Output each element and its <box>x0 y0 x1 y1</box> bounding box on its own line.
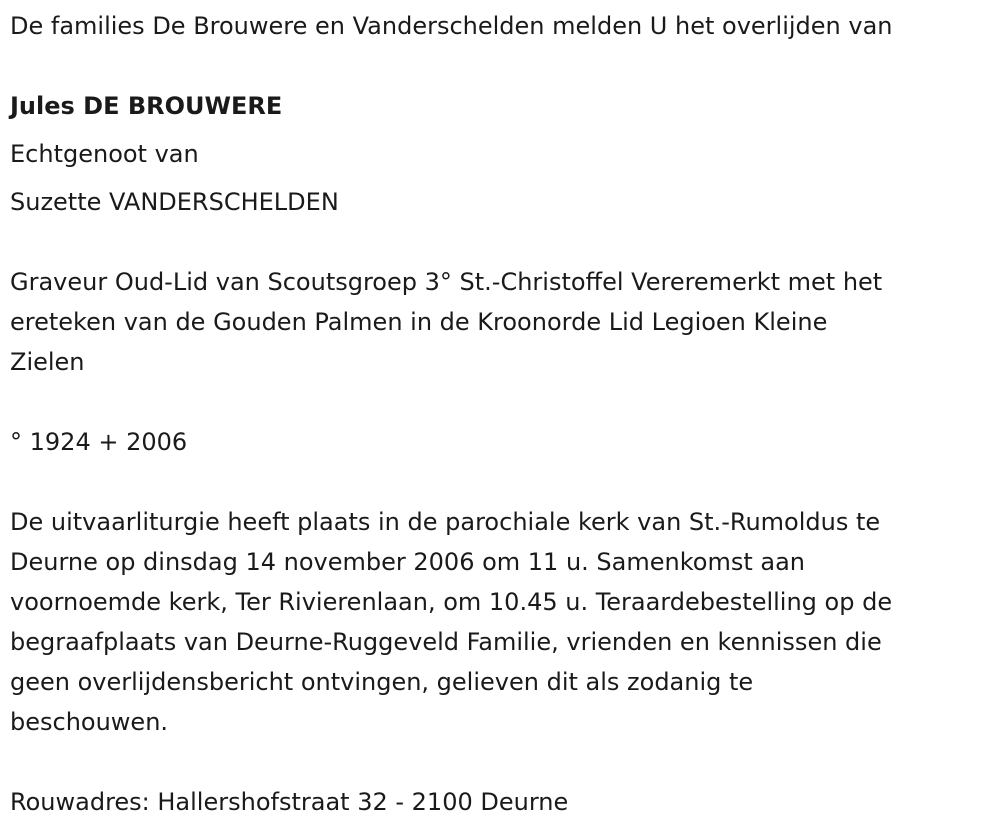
life-dates: ° 1924 + 2006 <box>10 428 188 456</box>
description-line: ereteken van de Gouden Palmen in de Kroonorde Lid Legioen Kleine <box>10 308 828 336</box>
funeral-line: De uitvaarliturgie heeft plaats in de parochiale kerk van St.-Rumoldus te <box>10 508 881 536</box>
deceased-name: Jules DE BROUWERE <box>10 92 283 120</box>
intro-text: De families De Brouwere en Vanderschelden melden U het overlijden van <box>10 12 893 40</box>
funeral-line: beschouwen. <box>10 708 169 736</box>
mourning-address: Rouwadres: Hallershofstraat 32 - 2100 Deurne <box>10 788 569 816</box>
description-line: Zielen <box>10 348 85 376</box>
funeral-line: Deurne op dinsdag 14 november 2006 om 11 u. Samenkomst aan <box>10 548 805 576</box>
funeral-line: voornoemde kerk, Ter Rivierenlaan, om 10.45 u. Teraardebestelling op de <box>10 588 893 616</box>
spouse-name: Suzette VANDERSCHELDEN <box>10 188 339 216</box>
description-line: Graveur Oud-Lid van Scoutsgroep 3° St.-Christoffel Vereremerkt met het <box>10 268 883 296</box>
funeral-line: geen overlijdensbericht ontvingen, gelieven dit als zodanig te <box>10 668 754 696</box>
funeral-line: begraafplaats van Deurne-Ruggeveld Familie, vrienden en kennissen die <box>10 628 882 656</box>
relation-text: Echtgenoot van <box>10 140 199 168</box>
